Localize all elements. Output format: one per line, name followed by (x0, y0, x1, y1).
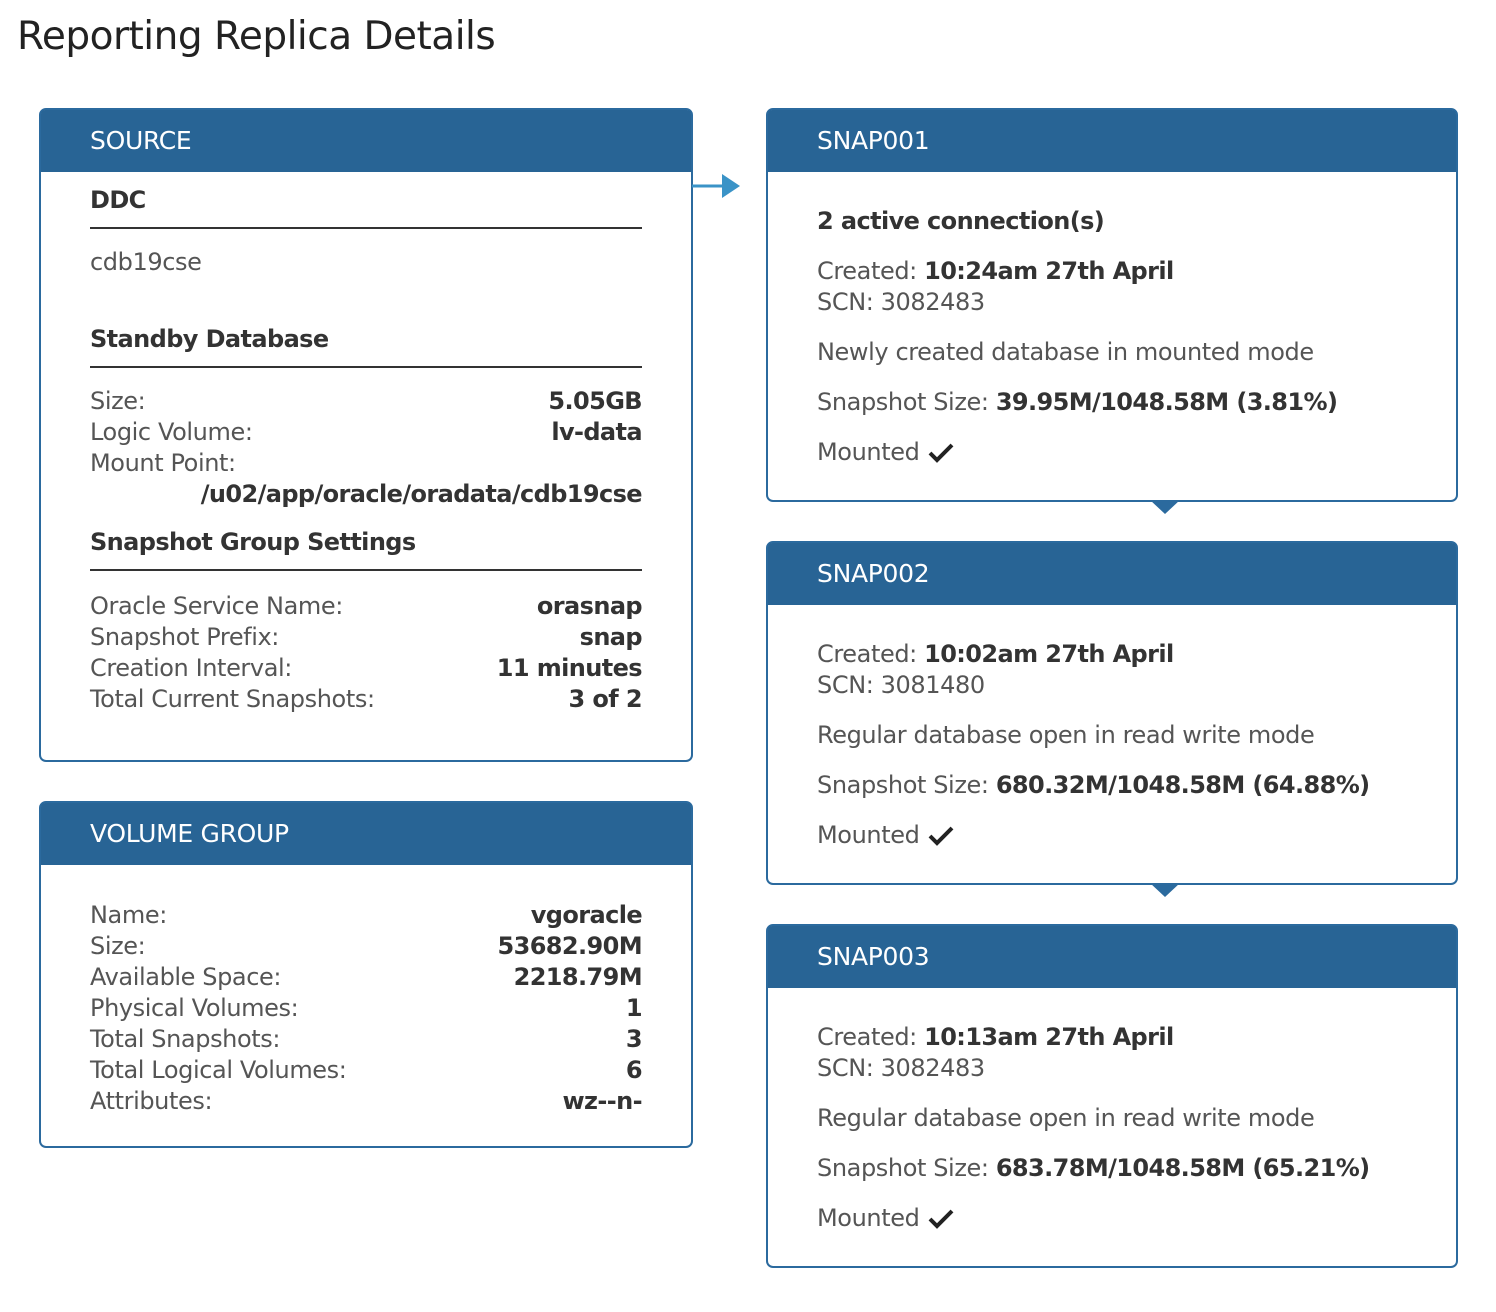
snapshot-size-line (817, 387, 1456, 418)
status-text: Newly created database in mounted mode (817, 338, 1314, 366)
active-connections: 2 active connection(s) (817, 207, 1105, 235)
scn-line: SCN: 3082483 (817, 288, 985, 316)
row-value: 3 (625, 1025, 642, 1053)
row-label: Mount Point: (90, 449, 236, 477)
vg-row (90, 962, 642, 993)
volume-group-card (39, 801, 693, 1148)
scn-line: SCN: 3082483 (817, 1054, 985, 1082)
row-label: Logic Volume: (90, 418, 253, 446)
snap-card-header: SNAP003 (768, 926, 1456, 988)
row-label: Total Logical Volumes: (90, 1056, 347, 1084)
page-title: Reporting Replica Details (17, 14, 496, 59)
row-label: Creation Interval: (90, 654, 292, 682)
volume-group-card-header: VOLUME GROUP (41, 803, 691, 865)
row-value: vgoracle (530, 901, 642, 929)
source-card (39, 108, 693, 762)
mounted-label: Mounted (817, 1204, 920, 1232)
settings-row (90, 653, 642, 684)
mounted-status (817, 1203, 1456, 1234)
arrow-right-icon (692, 170, 742, 202)
row-value: wz--n- (562, 1087, 642, 1115)
row-label: Total Snapshots: (90, 1025, 281, 1053)
row-value: 11 minutes (496, 654, 642, 682)
vg-row (90, 993, 642, 1024)
row-label: Attributes: (90, 1087, 213, 1115)
settings-row (90, 591, 642, 622)
vg-row (90, 1055, 642, 1086)
checkmark-icon (927, 1208, 955, 1230)
snapshot-size-value: 39.95M/1048.58M (3.81%) (995, 388, 1338, 416)
snapshot-size-label: Snapshot Size: (817, 1154, 989, 1182)
vg-row (90, 1024, 642, 1055)
row-label: Physical Volumes: (90, 994, 299, 1022)
row-label: Size: (90, 932, 146, 960)
snapshot-size-label: Snapshot Size: (817, 388, 989, 416)
created-value: 10:24am 27th April (924, 257, 1174, 285)
snapshot-size-line (817, 1153, 1456, 1184)
connector-notch (1150, 500, 1180, 514)
checkmark-icon (927, 442, 955, 464)
row-value: snap (579, 623, 642, 651)
snap-card-header: SNAP002 (768, 543, 1456, 605)
settings-row (90, 622, 642, 653)
created-label: Created: (817, 640, 917, 668)
status-text: Regular database open in read write mode (817, 1104, 1315, 1132)
row-value: orasnap (536, 592, 642, 620)
row-value: 3 of 2 (568, 685, 642, 713)
mounted-label: Mounted (817, 438, 920, 466)
checkmark-icon (927, 825, 955, 847)
mounted-status (817, 820, 1456, 851)
mounted-label: Mounted (817, 821, 920, 849)
row-label: Name: (90, 901, 167, 929)
row-value: lv-data (551, 418, 642, 446)
source-name: DDC (90, 186, 642, 229)
row-label: Snapshot Prefix: (90, 623, 279, 651)
status-text: Regular database open in read write mode (817, 721, 1315, 749)
row-value: 53682.90M (497, 932, 642, 960)
mount-point-value: /u02/app/oracle/oradata/cdb19cse (200, 480, 642, 508)
row-value: 6 (625, 1056, 642, 1084)
row-value: 2218.79M (513, 963, 642, 991)
snapshot-group-settings-title: Snapshot Group Settings (90, 528, 642, 571)
standby-database-title: Standby Database (90, 325, 642, 368)
row-label: Total Current Snapshots: (90, 685, 375, 713)
standby-mount-point-row (90, 448, 642, 479)
source-db-name: cdb19cse (90, 248, 202, 276)
created-line (817, 256, 1456, 287)
created-label: Created: (817, 257, 917, 285)
vg-row (90, 1086, 642, 1117)
snapshot-size-label: Snapshot Size: (817, 771, 989, 799)
settings-row (90, 684, 642, 715)
mounted-status (817, 437, 1456, 468)
created-label: Created: (817, 1023, 917, 1051)
snap-card (766, 108, 1458, 502)
created-value: 10:02am 27th April (924, 640, 1174, 668)
row-value: 5.05GB (548, 387, 642, 415)
created-line (817, 639, 1456, 670)
source-card-header: SOURCE (41, 110, 691, 172)
vg-row (90, 931, 642, 962)
created-line (817, 1022, 1456, 1053)
snapshot-size-line (817, 770, 1456, 801)
snap-card (766, 541, 1458, 885)
connector-notch (1150, 883, 1180, 897)
snap-card-header: SNAP001 (768, 110, 1456, 172)
standby-logic-volume-row (90, 417, 642, 448)
row-label: Available Space: (90, 963, 282, 991)
snapshot-size-value: 683.78M/1048.58M (65.21%) (995, 1154, 1370, 1182)
vg-row (90, 900, 642, 931)
snap-card (766, 924, 1458, 1268)
scn-line: SCN: 3081480 (817, 671, 985, 699)
standby-size-row (90, 386, 642, 417)
row-value: 1 (625, 994, 642, 1022)
row-label: Size: (90, 387, 146, 415)
snapshot-size-value: 680.32M/1048.58M (64.88%) (995, 771, 1370, 799)
row-label: Oracle Service Name: (90, 592, 343, 620)
created-value: 10:13am 27th April (924, 1023, 1174, 1051)
